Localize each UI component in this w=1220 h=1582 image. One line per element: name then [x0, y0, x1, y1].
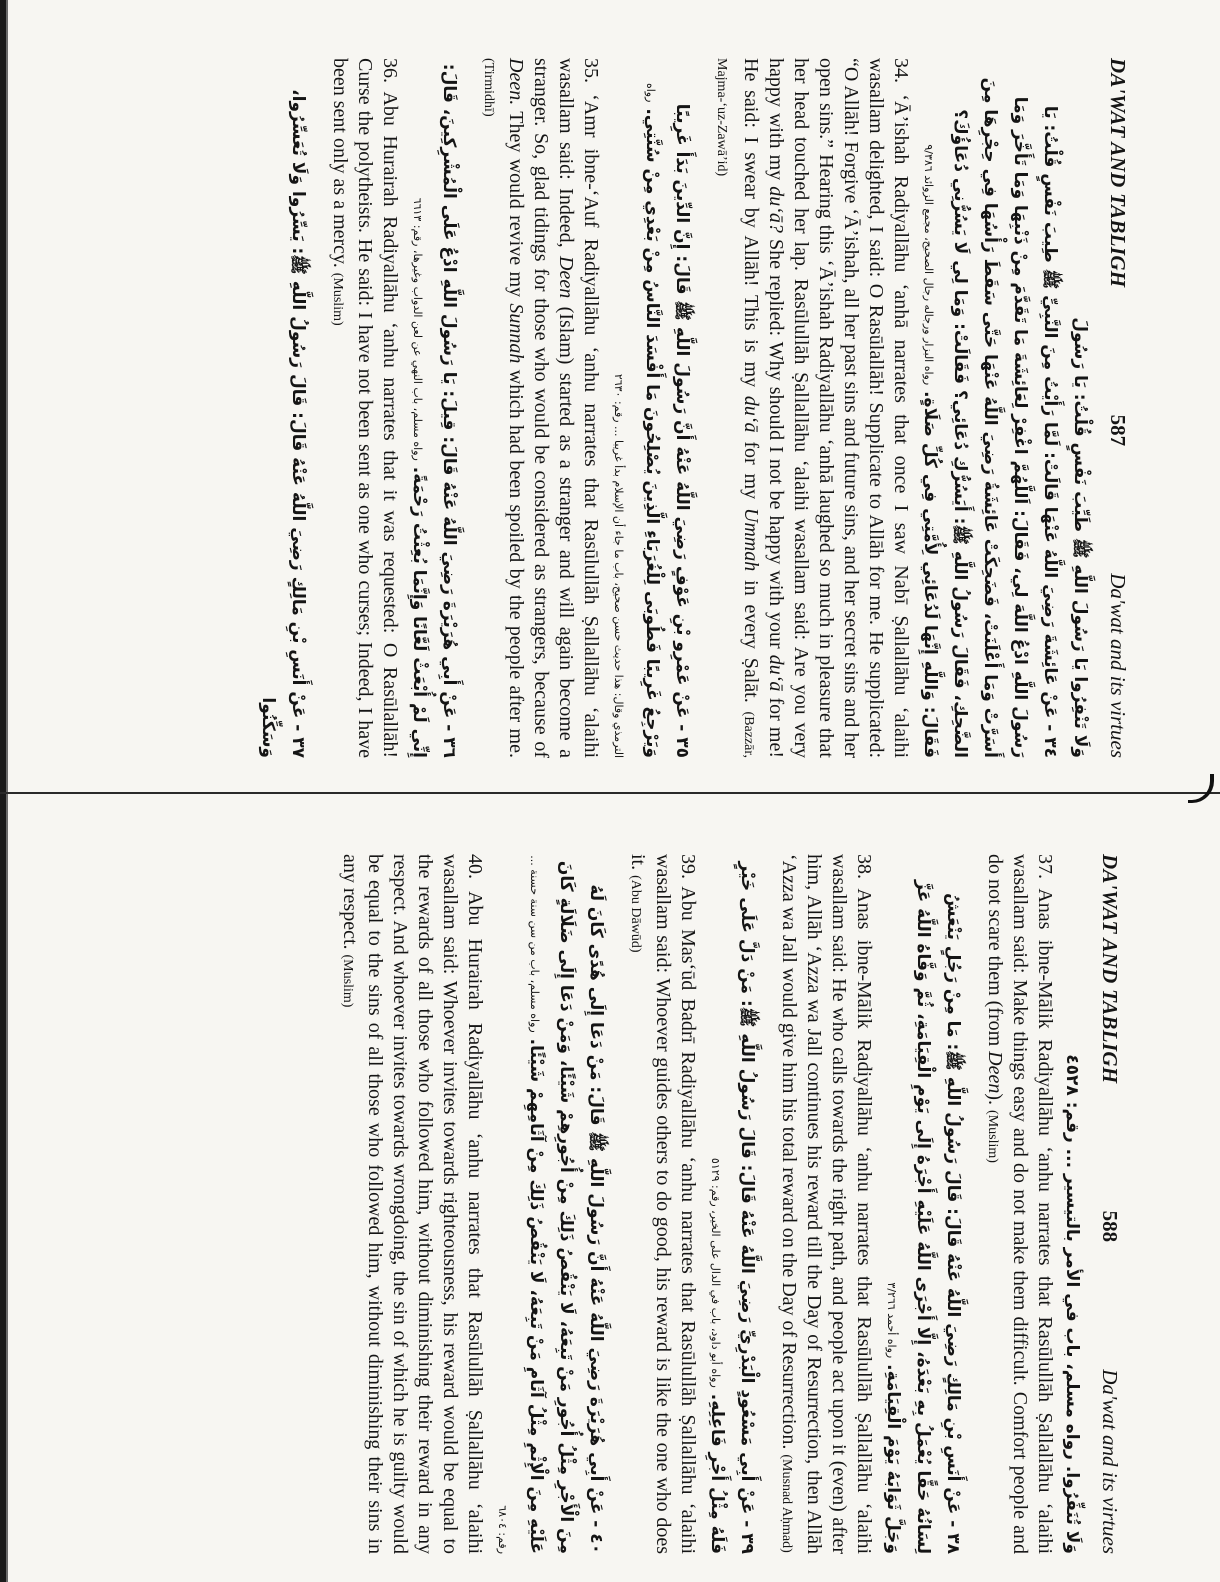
chapter-title: Da'wat and its virtues	[1106, 573, 1130, 758]
italic-term: du‘ā	[765, 654, 787, 692]
hadith-arabic-text	[876, 854, 968, 1554]
book-title: DA'WAT AND TABLIGH	[1106, 58, 1130, 288]
translation-text: They would revive my	[505, 105, 527, 304]
page-588	[10, 844, 1130, 1564]
arabic-matn: ٣٥ - عَنْ عَمْرِو بْنِ عَوْفٍ رَضِيَ اللَّهُ عَنْهُ أَنَّ رَسُولَ اللَّهِ ﷺ قَالَ: إِنَّ الدِّينَ بَدَأَ غَرِيبًا وَيَرْجِعُ غَرِيبًا فَطُوبَى لِلْغُرَبَاءِ الَّذِينَ يُصْلِحُونَ مَا أَفْسَدَ النَّاسُ مِنْ بَعْدِي مِنْ سُنَّتِي.	[642, 103, 692, 758]
translation-text: She replied: Why should I not be happy with your	[765, 232, 787, 655]
running-head	[1105, 58, 1130, 758]
translation-text: 35. ‘Amr ibne-‘Auf Radiyallāhu ‘anhu narrates that Rasūlullāh Ṣallallāhu ‘alaihi wasallam said: Indeed,	[555, 58, 602, 758]
hadith-source: (Muslim)	[985, 1110, 1000, 1163]
hadith-arabic-text	[402, 58, 464, 758]
translation-text: 40. Abu Hurairah Radiyallāhu ‘anhu narrates that Rasūlullāh Ṣallallāhu ‘alaihi wasallam said: Whoever invites towards righteousness, his reward would be equal to the rewards of all those who followed him, without diminishing their reward in any respect. And whoever invites towards wrongdoing, the sin of which he is guilty would be equal to the sins of all those who followed him, without diminishing their sins in any respect.	[339, 854, 486, 1554]
hadith-source: (Bazzār, Majma-‘uz-Zawā’id)	[714, 58, 756, 758]
hadith-english-translation	[476, 58, 603, 758]
page-number: 587	[1106, 414, 1130, 447]
italic-term: Ummah	[740, 507, 762, 572]
arabic-matn: ٣٦ - عَنْ أَبِي هُرَيْرَةَ رَضِيَ اللَّهُ عَنْهُ قَالَ: قِيلَ: يَا رَسُولَ اللَّهِ ادْعُ عَلَى الْمُشْرِكِينَ، قَالَ: إِنِّي لَمْ أُبْعَثْ لَعَّانًا وَإِنَّمَا بُعِثْتُ رَحْمَةً.	[409, 63, 459, 758]
arabic-reference: رواه أبو داود، باب في الدال على الخير، رقم: ٥١٢٩	[709, 1157, 722, 1388]
translation-text: for me! He said: I swear by Allāh! This is my	[740, 58, 787, 758]
hadith-source: (Abu Dāwūd)	[628, 875, 643, 953]
italic-term: Sunnah	[505, 303, 527, 364]
italic-term: Deen	[984, 1051, 1006, 1094]
arabic-reference: رواه الترمذي وقال: هذا حديث حسن صحيح، باب ما جاء أن الإسلام بدأ غريبا ... رقم: ٢٦٣٠	[612, 82, 657, 758]
hadith-source: (Musnad Aḥmad)	[779, 1454, 794, 1553]
arabic-matn: ٤٠ - عَنْ أَبِي هُرَيْرَةَ رَضِيَ اللَّهُ عَنْهُ أَنَّ رَسُولَ اللَّهِ ﷺ قَالَ: مَنْ دَعَا إِلَى هُدًى كَانَ لَهُ مِنَ الْأَجْرِ مِثْلُ أُجُورِ مَنْ تَبِعَهُ، لَا يَنْقُصُ ذَلِكَ مِنْ أُجُورِهِمْ شَيْئًا، وَمَنْ دَعَا إِلَى ضَلَالَةٍ كَانَ عَلَيْهِ مِنَ الْإِثْمِ مِثْلُ آثَامِ مَنْ تَبِعَهُ، لَا يَنْقُصُ ذَلِكَ مِنْ آثَامِهِمْ شَيْئًا.	[526, 860, 606, 1554]
translation-text: 39. Abu Mas‘ūd Badrī Radiyallāhu ‘anhu narrates that Rasūlullāh Ṣallallāhu ‘alaihi wasallam said: Whoever guides others to do good, his reward is like the one who does it.	[627, 854, 699, 1554]
page-fold-line	[0, 792, 1220, 794]
hadith-english-translation	[774, 854, 876, 1554]
hadith-source: (Muslim)	[340, 954, 355, 1008]
hadith-english-translation	[325, 58, 402, 758]
chapter-title: Da'wat and its virtues	[1098, 1369, 1122, 1554]
arabic-reference: رواه أحمد ٣/٢٦٦	[885, 1282, 898, 1359]
translation-text: 38. Anas ibne-Mālik Radiyallāhu ‘anhu narrates that Rasūlullāh Ṣallallāhu ‘alaihi wasallam said: He who calls towards the right path, and people act upon it (even) after him, Allāh ‘Azza wa Jall continues his reward till the Day of Resurrection, then Allāh ‘Azza wa Jall would give him his total reward on the Day of Resurrection.	[778, 854, 875, 1554]
hadith-english-translation	[980, 854, 1057, 1554]
italic-term: Deen.	[505, 58, 527, 106]
translation-text: 36. Abu Hurairah Radiyallāhu ‘anhu narrates that it was requested: O Rasūlallāh! Curse the polytheists. He said: I have not been sent as one who curses; Indeed, I have been sent only as a mercy.	[329, 58, 401, 758]
hadith-arabic-text	[913, 58, 1065, 758]
italic-term: du‘ā?	[765, 186, 787, 233]
running-head	[1097, 854, 1122, 1554]
page-number: 588	[1098, 1210, 1122, 1243]
arabic-continuation-top: وَلَا تُنَفِّرُوا. رواه مسلم، باب في الأمر بالتيسير ... رقم: ٤٥٢٨	[1062, 1054, 1082, 1554]
page-587	[18, 48, 1138, 768]
translation-text: for my	[740, 432, 762, 508]
arabic-matn: ٣٤ - عَنْ عَائِشَةَ رَضِيَ اللَّهُ عَنْهَا قَالَتْ: لَمَّا رَأَيْتُ مِنَ النَّبِيِّ ﷺ طِيبَ نَفْسٍ قُلْتُ: يَا رَسُولَ اللَّهِ ادْعُ اللَّهَ لِي، فَقَالَ: اَللَّهُمَّ اغْفِرْ لِعَائِشَةَ مَا تَقَدَّمَ مِنْ ذَنْبِهَا وَمَا تَأَخَّرَ وَمَا أَسَرَّتْ وَمَا أَعْلَنَتْ، فَضَحِكَتْ عَائِشَةُ رَضِيَ اللَّهُ عَنْهَا حَتَّى سَقَطَ رَأْسُهَا فِي حِجْرِهَا مِنَ الضَّحِكِ، فَقَالَ رَسُولُ اللَّهِ ﷺ: أَيَسُرُّكِ دُعَائِي؟ فَقَالَتْ: وَمَا لِي لَا يَسُرُّنِي دُعَاؤُكَ؟ فَقَالَ: وَاللَّهِ إِنَّهَا لَدُعَائِي لِأُمَّتِي فِي كُلِّ صَلَاةٍ.	[920, 77, 1060, 758]
translation-text: which had been spoiled by the people after me.	[505, 363, 527, 758]
hadith-arabic-text	[603, 58, 697, 758]
arabic-matn: ٣٩ - عَنْ أَبِي مَسْعُودٍ الْبَدْرِيِّ رَضِيَ اللَّهُ عَنْهُ قَالَ: قَالَ رَسُولُ اللَّهِ ﷺ: مَنْ دَلَّ عَلَى خَيْرٍ فَلَهُ مِثْلُ أَجْرِ فَاعِلِهِ.	[707, 861, 757, 1554]
translation-text: 37. Anas ibne-Mālik Radiyallāhu ‘anhu narrates that Rasūlullāh Ṣallallāhu ‘alaihi wasallam said: Make things easy and do not make them difficult. Comfort people and do not scare them (from	[984, 854, 1056, 1554]
translation-text: (Islam) started as a stranger and will again become a stranger. So, glad tidings for those who would be considered as strangers, because of	[530, 58, 577, 758]
arabic-continuation-top: وَلَا تَنْفِرُوا يَا رَسُولَ اللَّهِ ﷺ طَيِّبَ نَفْسٍ قُلْتُ: يَا رَسُولَ	[1070, 317, 1090, 758]
arabic-matn: ٣٨ - عَنْ أَنَسِ بْنِ مَالِكٍ رَضِيَ اللَّهُ عَنْهُ قَالَ: قَالَ رَسُولُ اللَّهِ ﷺ: مَا مِنْ رَجُلٍ يَنْعَشُ لِسَانُهُ حَقًّا يُعْمَلُ بِهِ بَعْدَهُ، إِلَّا أَجْرَى اللَّهُ عَلَيْهِ أَجْرَهُ إِلَى يَوْمِ الْقِيَامَةِ، ثُمَّ وَفَّاهُ اللَّهُ عَزَّ وَجَلَّ ثَوَابَهُ يَوْمَ الْقِيَامَةِ.	[883, 880, 963, 1554]
translation-text: in every Ṣalāt.	[740, 571, 762, 712]
hadith-source: (Tirmidhī)	[481, 58, 496, 117]
hadith-english-translation	[335, 854, 487, 1554]
arabic-reference: رواه مسلم، باب النهي عن لعن الدواب وغيرها، رقم: ٦٦١٣	[411, 197, 424, 461]
italic-term: du‘ā	[740, 395, 762, 433]
translation-text: ).	[984, 1093, 1006, 1111]
hadith-arabic-text	[487, 854, 611, 1554]
book-title: DA'WAT AND TABLIGH	[1098, 854, 1122, 1084]
page-corner-curl	[1188, 774, 1214, 803]
hadith-source: (Muslim)	[330, 272, 345, 326]
hadith-english-translation	[623, 854, 700, 1554]
hadith-english-translation	[709, 58, 913, 758]
arabic-reference: رواه البزار ورجاله رجال الصحيح، مجمع الزوائد ٩/٣٨٦	[922, 144, 935, 386]
arabic-next-hadith-start: ٣٧ - عَنْ أَنَسِ بْنِ مَالِكٍ رَضِيَ اللَّهُ عَنْهُ قَالَ: قَالَ رَسُولُ اللَّهِ ﷺ: يَسِّرُوا وَلَا تُعَسِّرُوا، وَسَكِّنُوا	[258, 89, 308, 758]
translation-text: 34. ‘Ā’ishah Radiyallāhu ‘anhā narrates that once I saw Nabī Ṣallallāhu ‘alaihi wasallam delighted, I said: O Rasūlallāh! Supplicate to Allāh for me. He supplicated: “O Allāh! Forgive ‘Ā’ishah, all her past sins and future sins, and her secret sins and her open sins.” Hearing this ‘Ā’ishah Radiyallāhu ‘anhā laughed so much in pleasure that her head touched her lap. Rasūlullāh Ṣallallāhu ‘alaihi wasallam said: Are you very happy with my	[765, 58, 912, 758]
arabic-reference: رواه مسلم، باب من سن سنة حسنة ... رقم: ٦٨٠٤	[496, 855, 541, 1554]
italic-term: Deen	[555, 256, 577, 299]
hadith-arabic-text	[700, 854, 762, 1554]
